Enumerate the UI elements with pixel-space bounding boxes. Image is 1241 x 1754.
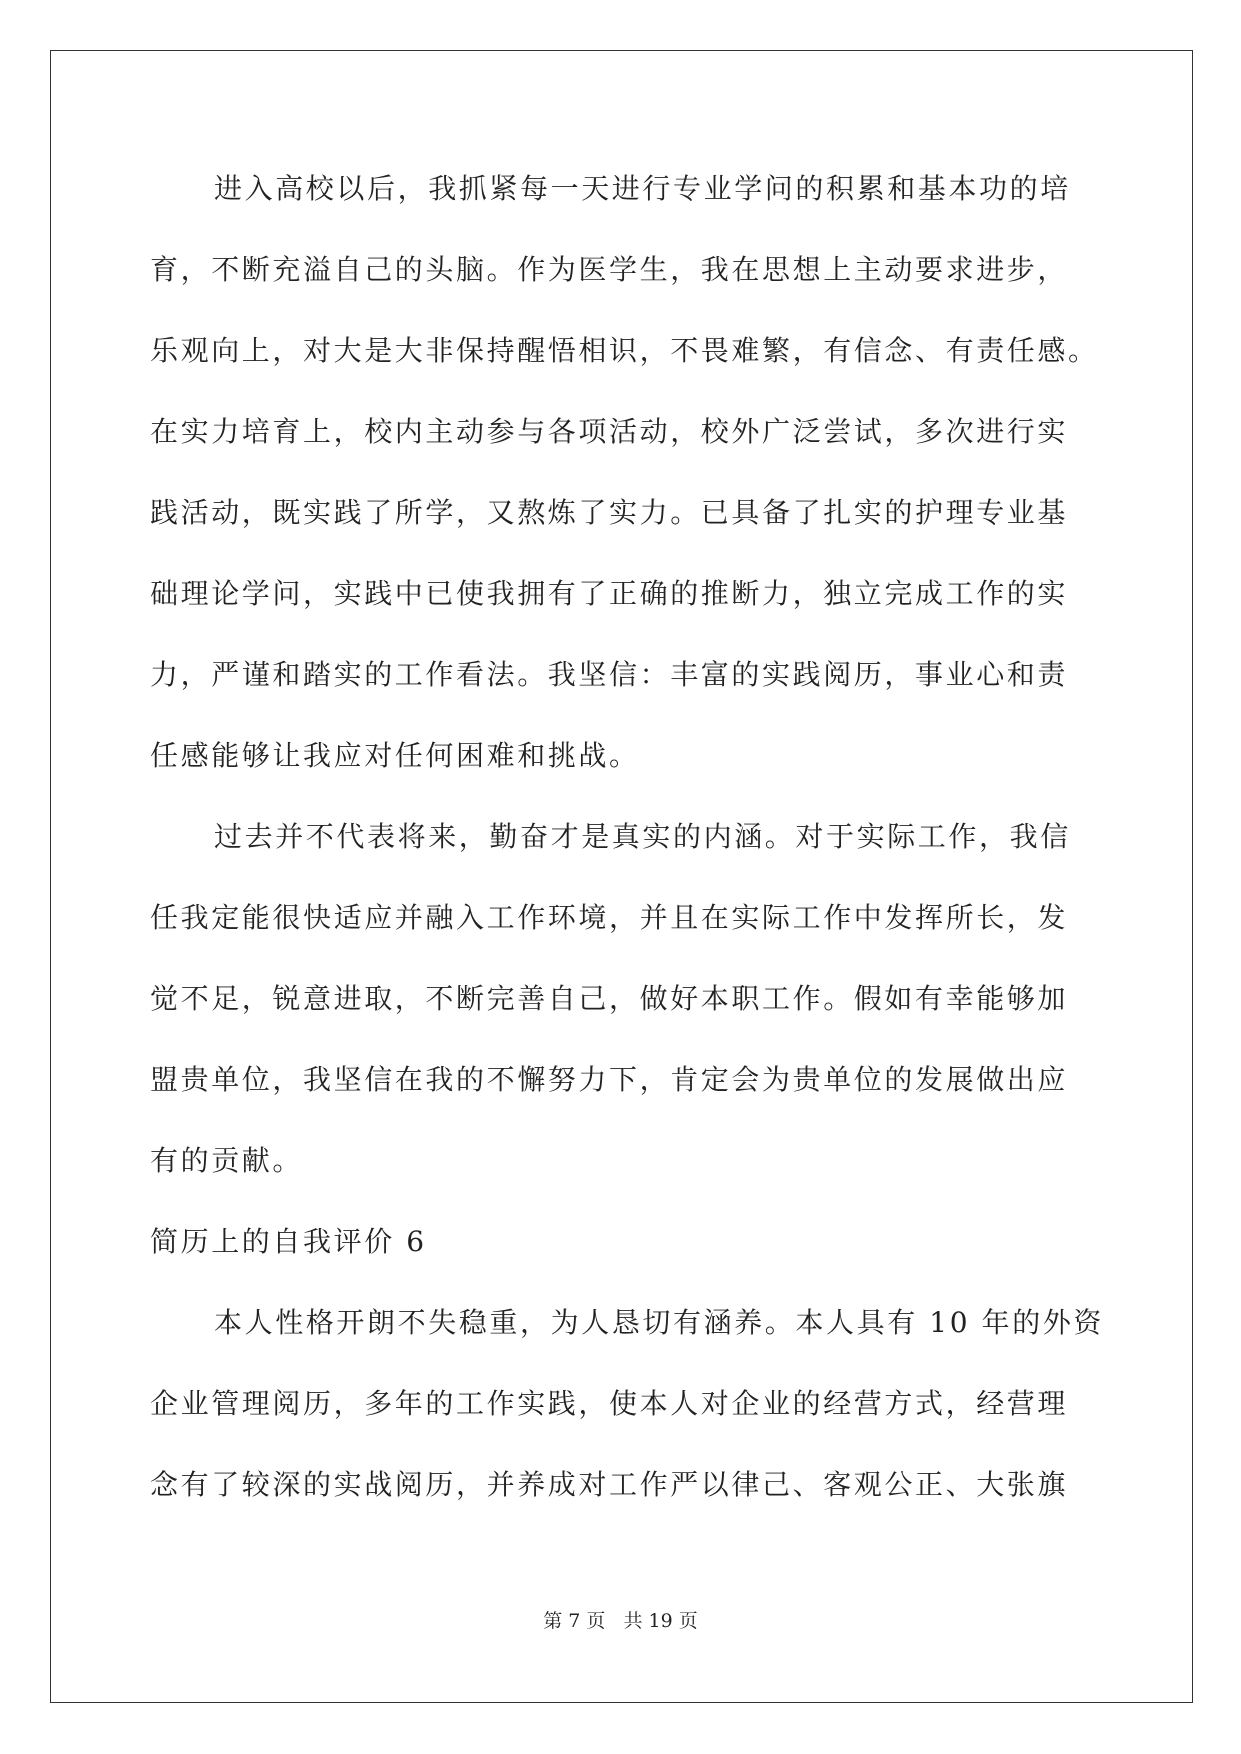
text-line: 觉不足，锐意进取，不断完善自己，做好本职工作。假如有幸能够加 (150, 982, 1069, 1015)
page-total: 共 19 页 (623, 1610, 698, 1632)
text-line: 本人性格开朗不失稳重，为人恳切有涵养。本人具有 10 年的外资 (214, 1306, 1105, 1339)
text-line: 在实力培育上，校内主动参与各项活动，校外广泛尝试，多次进行实 (150, 415, 1069, 448)
text-line: 企业管理阅历，多年的工作实践，使本人对企业的经营方式，经营理 (150, 1387, 1069, 1420)
text-line: 乐观向上，对大是大非保持醒悟相识，不畏难繁，有信念、有责任感。 (150, 334, 1099, 367)
text-line: 任感能够让我应对任何困难和挑战。 (150, 739, 640, 772)
text-line: 础理论学问，实践中已使我拥有了正确的推断力，独立完成工作的实 (150, 577, 1069, 610)
text-line: 任我定能很快适应并融入工作环境，并且在实际工作中发挥所长，发 (150, 901, 1069, 934)
text-line: 进入高校以后，我抓紧每一天进行专业学问的积累和基本功的培 (214, 172, 1071, 205)
text-line: 过去并不代表将来，勤奋才是真实的内涵。对于实际工作，我信 (214, 820, 1071, 853)
text-line: 念有了较深的实战阅历，并养成对工作严以律己、客观公正、大张旗 (150, 1468, 1069, 1501)
section-heading: 简历上的自我评价 6 (150, 1225, 427, 1258)
page-number: 第 7 页 (543, 1610, 606, 1632)
text-line: 育，不断充溢自己的头脑。作为医学生，我在思想上主动要求进步， (150, 253, 1069, 286)
text-line: 有的贡献。 (150, 1144, 304, 1177)
text-line: 盟贵单位，我坚信在我的不懈努力下，肯定会为贵单位的发展做出应 (150, 1063, 1069, 1096)
page-footer (0, 1606, 1241, 1633)
document-body (150, 158, 1105, 1535)
text-line: 力，严谨和踏实的工作看法。我坚信：丰富的实践阅历，事业心和责 (150, 658, 1069, 691)
text-line: 践活动，既实践了所学，又熬炼了实力。已具备了扎实的护理专业基 (150, 496, 1069, 529)
